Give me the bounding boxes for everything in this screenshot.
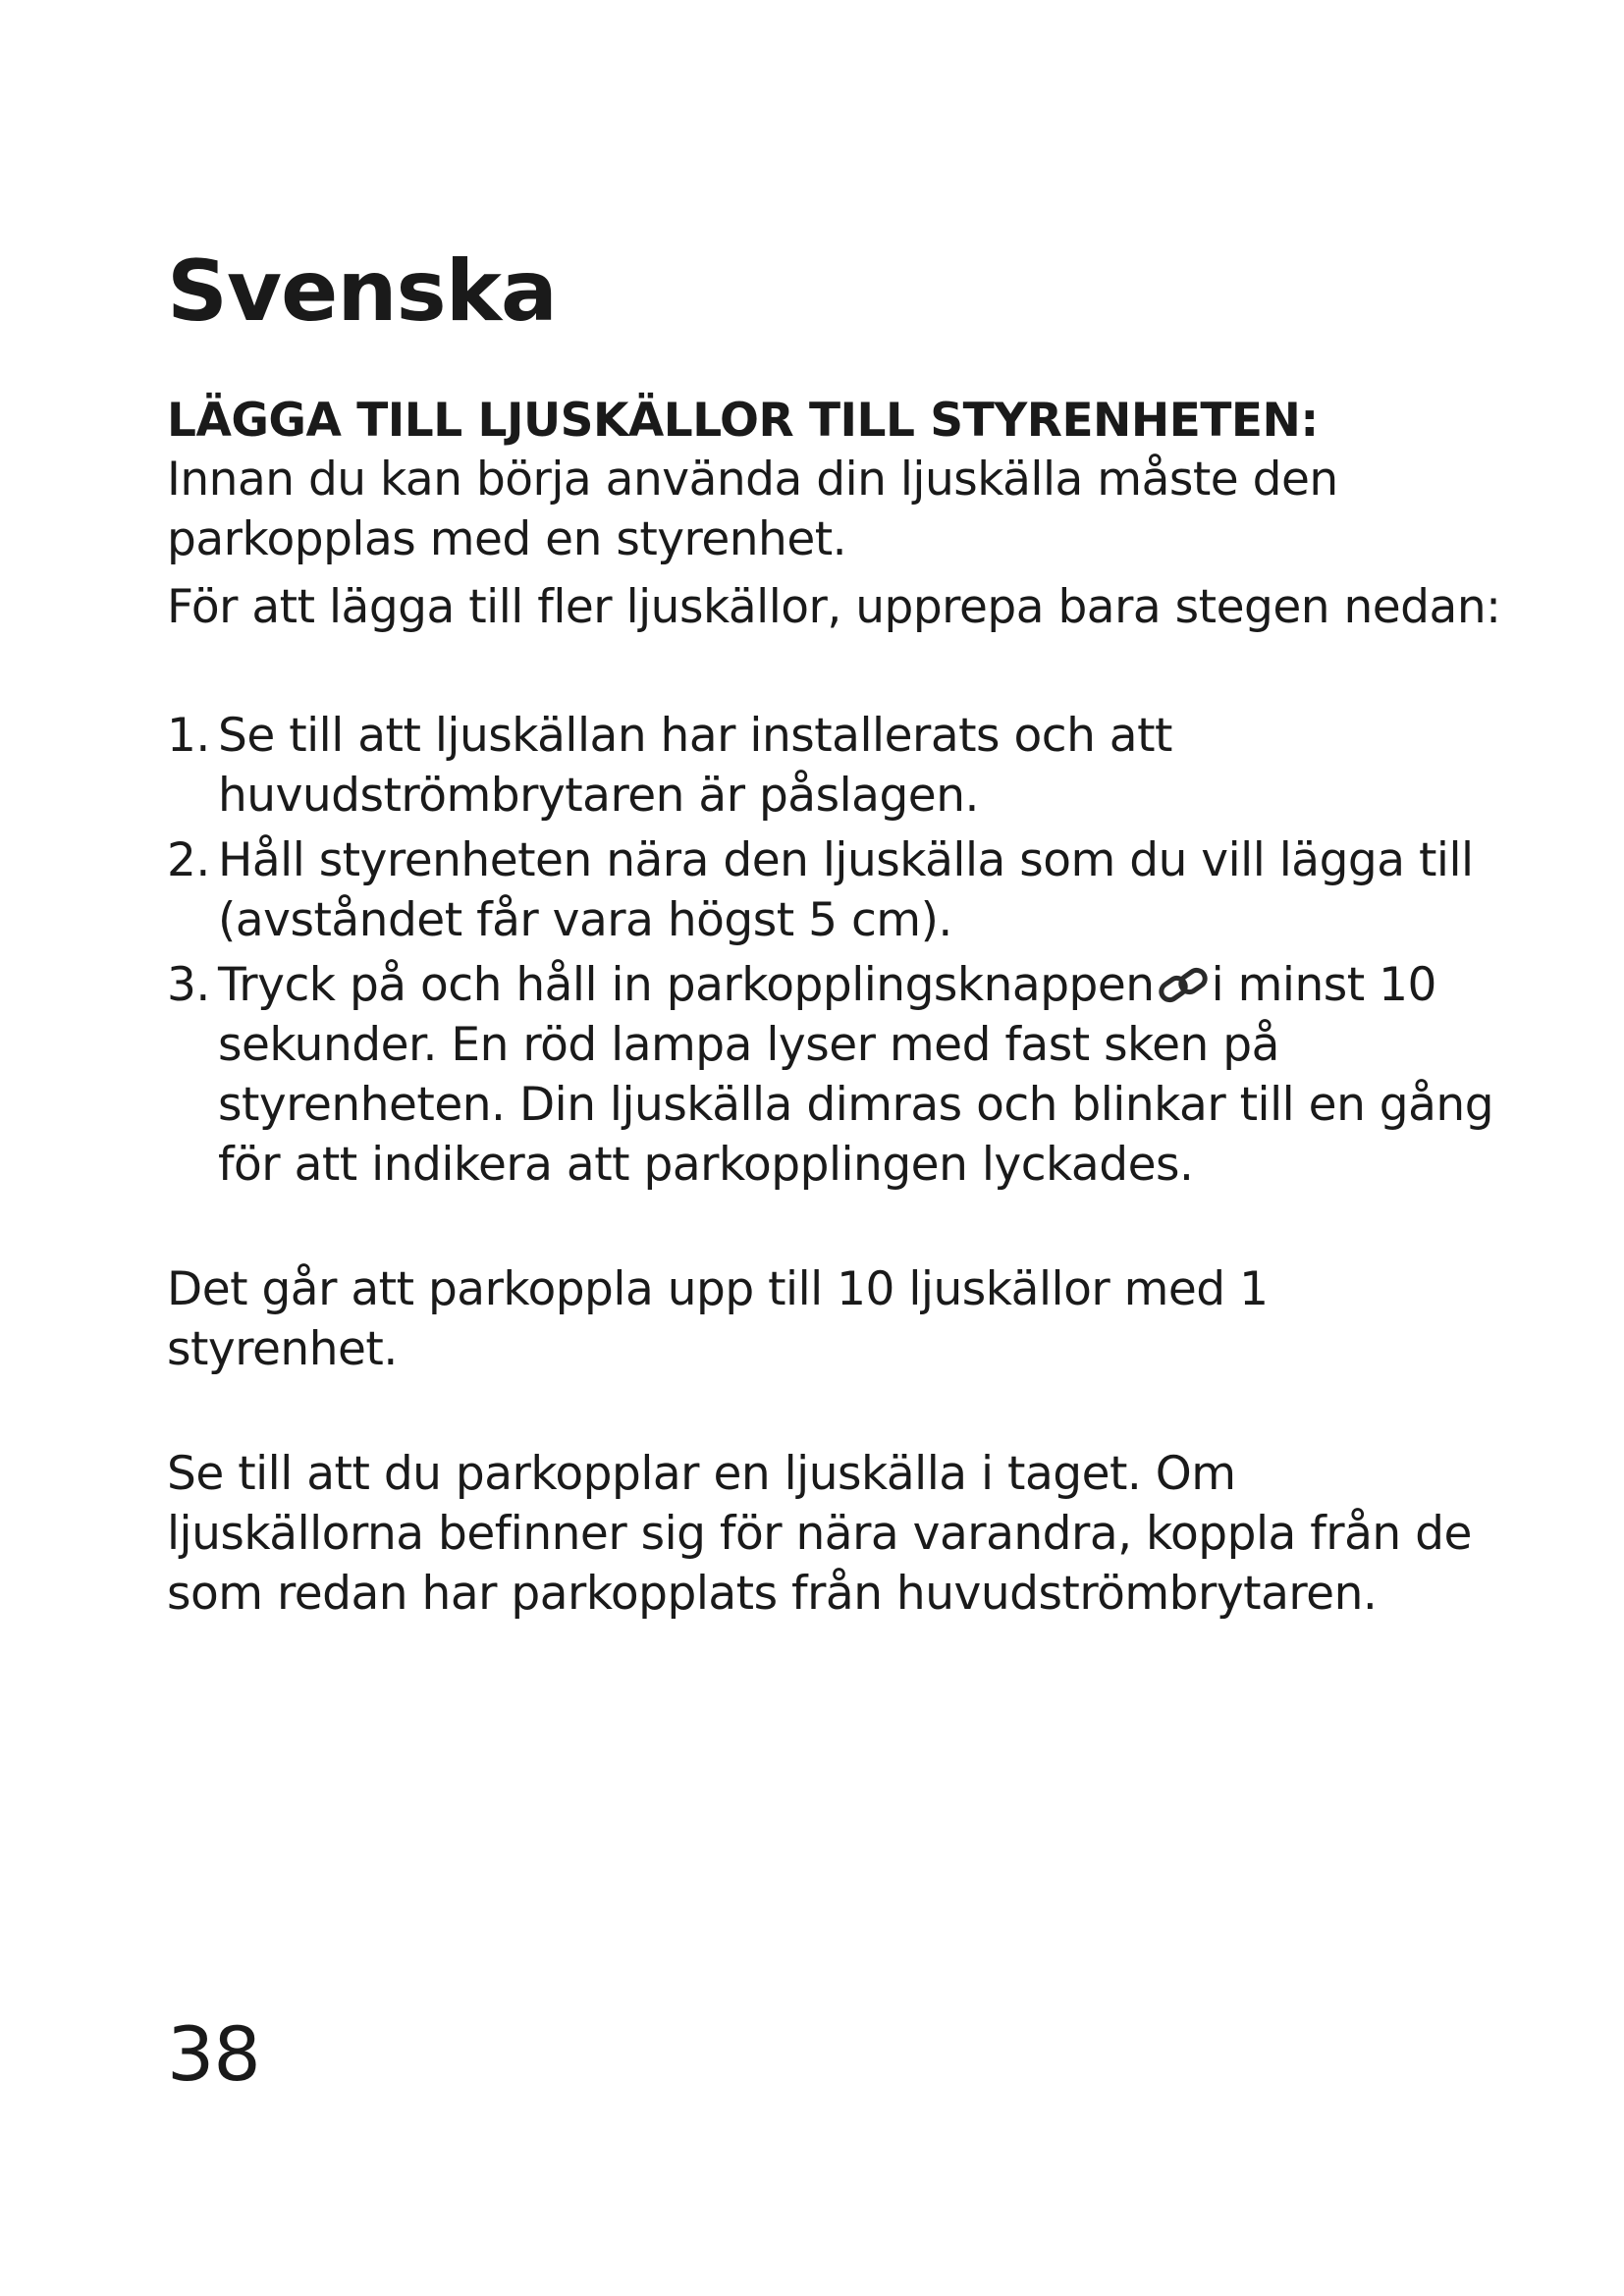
step-number: 2.: [167, 833, 210, 888]
intro-paragraph-1: Innan du kan börja använda din ljuskälla måste den parkopplas med en styrenhet.: [167, 453, 1338, 567]
step-text-after-icon: i minst 10 sekunder. En röd lampa lyser med fast sken på styrenheten. Din ljuskälla dimras och blinkar till en gång för att indikera att parkopplingen lyckades.: [218, 958, 1494, 1193]
step-number: 3.: [167, 958, 210, 1013]
step-number: 1.: [167, 709, 210, 764]
step-item: [167, 955, 1502, 1195]
intro-paragraph-2: För att lägga till fler ljuskällor, upprepa bara stegen nedan:: [167, 580, 1501, 635]
page-number: 38: [167, 2010, 260, 2098]
section-title: LÄGGA TILL LJUSKÄLLOR TILL STYRENHETEN:: [167, 393, 1319, 448]
page-heading: Svenska: [167, 242, 557, 341]
note-paragraph-1: Det går att parkoppla upp till 10 ljuskällor med 1 styrenhet.: [167, 1262, 1269, 1377]
step-item: [167, 706, 1502, 826]
step-item: [167, 830, 1502, 950]
step-text: Se till att ljuskällan har installerats och att huvudströmbrytaren är påslagen.: [218, 709, 1172, 824]
page-content: [167, 242, 1502, 1624]
step-text-before-icon: Tryck på och håll in parkopplingsknappen: [218, 958, 1155, 1013]
link-icon: [1157, 961, 1210, 1002]
step-text: Håll styrenheten nära den ljuskälla som du vill lägga till (avståndet får vara högst 5 cm).: [218, 833, 1474, 948]
steps-list: [167, 706, 1502, 1195]
note-paragraph-2: Se till att du parkopplar en ljuskälla i taget. Om ljuskällorna befinner sig för nära varandra, koppla från de som redan har parkopplats från huvudströmbrytaren.: [167, 1447, 1472, 1622]
